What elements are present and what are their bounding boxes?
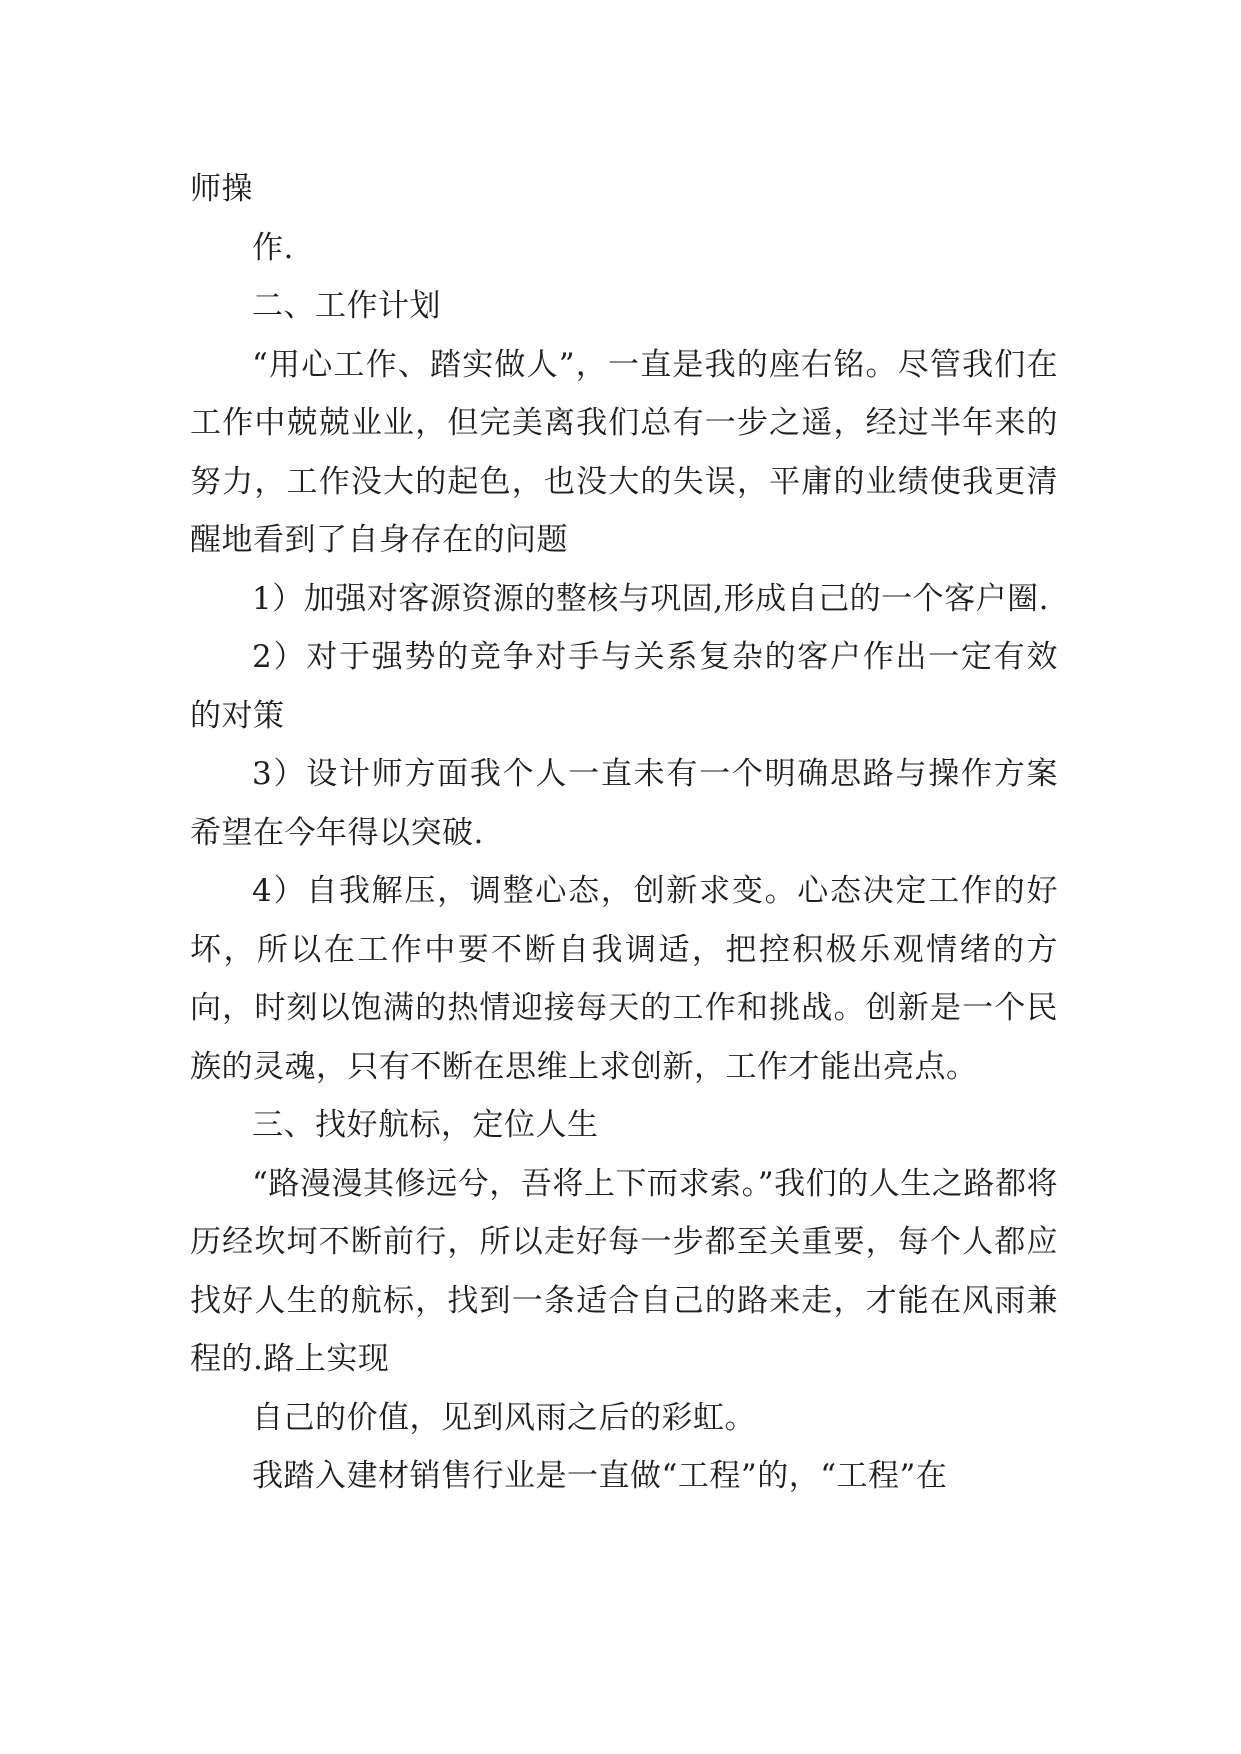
document-body	[190, 160, 1058, 1506]
list-item-3: 3）设计师方面我个人一直未有一个明确思路与操作方案希望在今年得以突破.	[190, 756, 1058, 851]
section-heading-life-direction: 三、找好航标，定位人生	[252, 1107, 599, 1143]
list-item-2: 2）对于强势的竞争对手与关系复杂的客户作出一定有效的对策	[190, 639, 1058, 734]
paragraph-motto: “用心工作、踏实做人”，一直是我的座右铭。尽管我们在工作中兢兢业业，但完美离我们总有一步之遥，经过半年来的努力，工作没大的起色，也没大的失误，平庸的业绩使我更清醒地看到了自身存在的问题	[190, 346, 1058, 558]
list-item-1: 1）加强对客源资源的整核与巩固,形成自己的一个客户圈.	[252, 580, 1049, 617]
section-heading-work-plan: 二、工作计划	[252, 288, 441, 324]
paragraph-fragment: 作.	[252, 229, 294, 266]
paragraph-fragment: 师操	[190, 171, 253, 207]
paragraph-quote: “路漫漫其修远兮，吾将上下而求索。”我们的人生之路都将历经坎坷不断前行，所以走好每一步都至关重要，每个人都应找好人生的航标，找到一条适合自己的路来走，才能在风雨兼程的.路上实现	[190, 1165, 1058, 1377]
paragraph-continuation: 自己的价值，见到风雨之后的彩虹。	[252, 1399, 756, 1436]
list-item-4: 4）自我解压，调整心态，创新求变。心态决定工作的好坏，所以在工作中要不断自我调适，把控积极乐观情绪的方向，时刻以饱满的热情迎接每天的工作和挑战。创新是一个民族的灵魂，只有不断在思维上求创新，工作才能出亮点。	[190, 873, 1058, 1085]
paragraph-engineering: 我踏入建材销售行业是一直做“工程”的，“工程”在	[252, 1458, 948, 1494]
